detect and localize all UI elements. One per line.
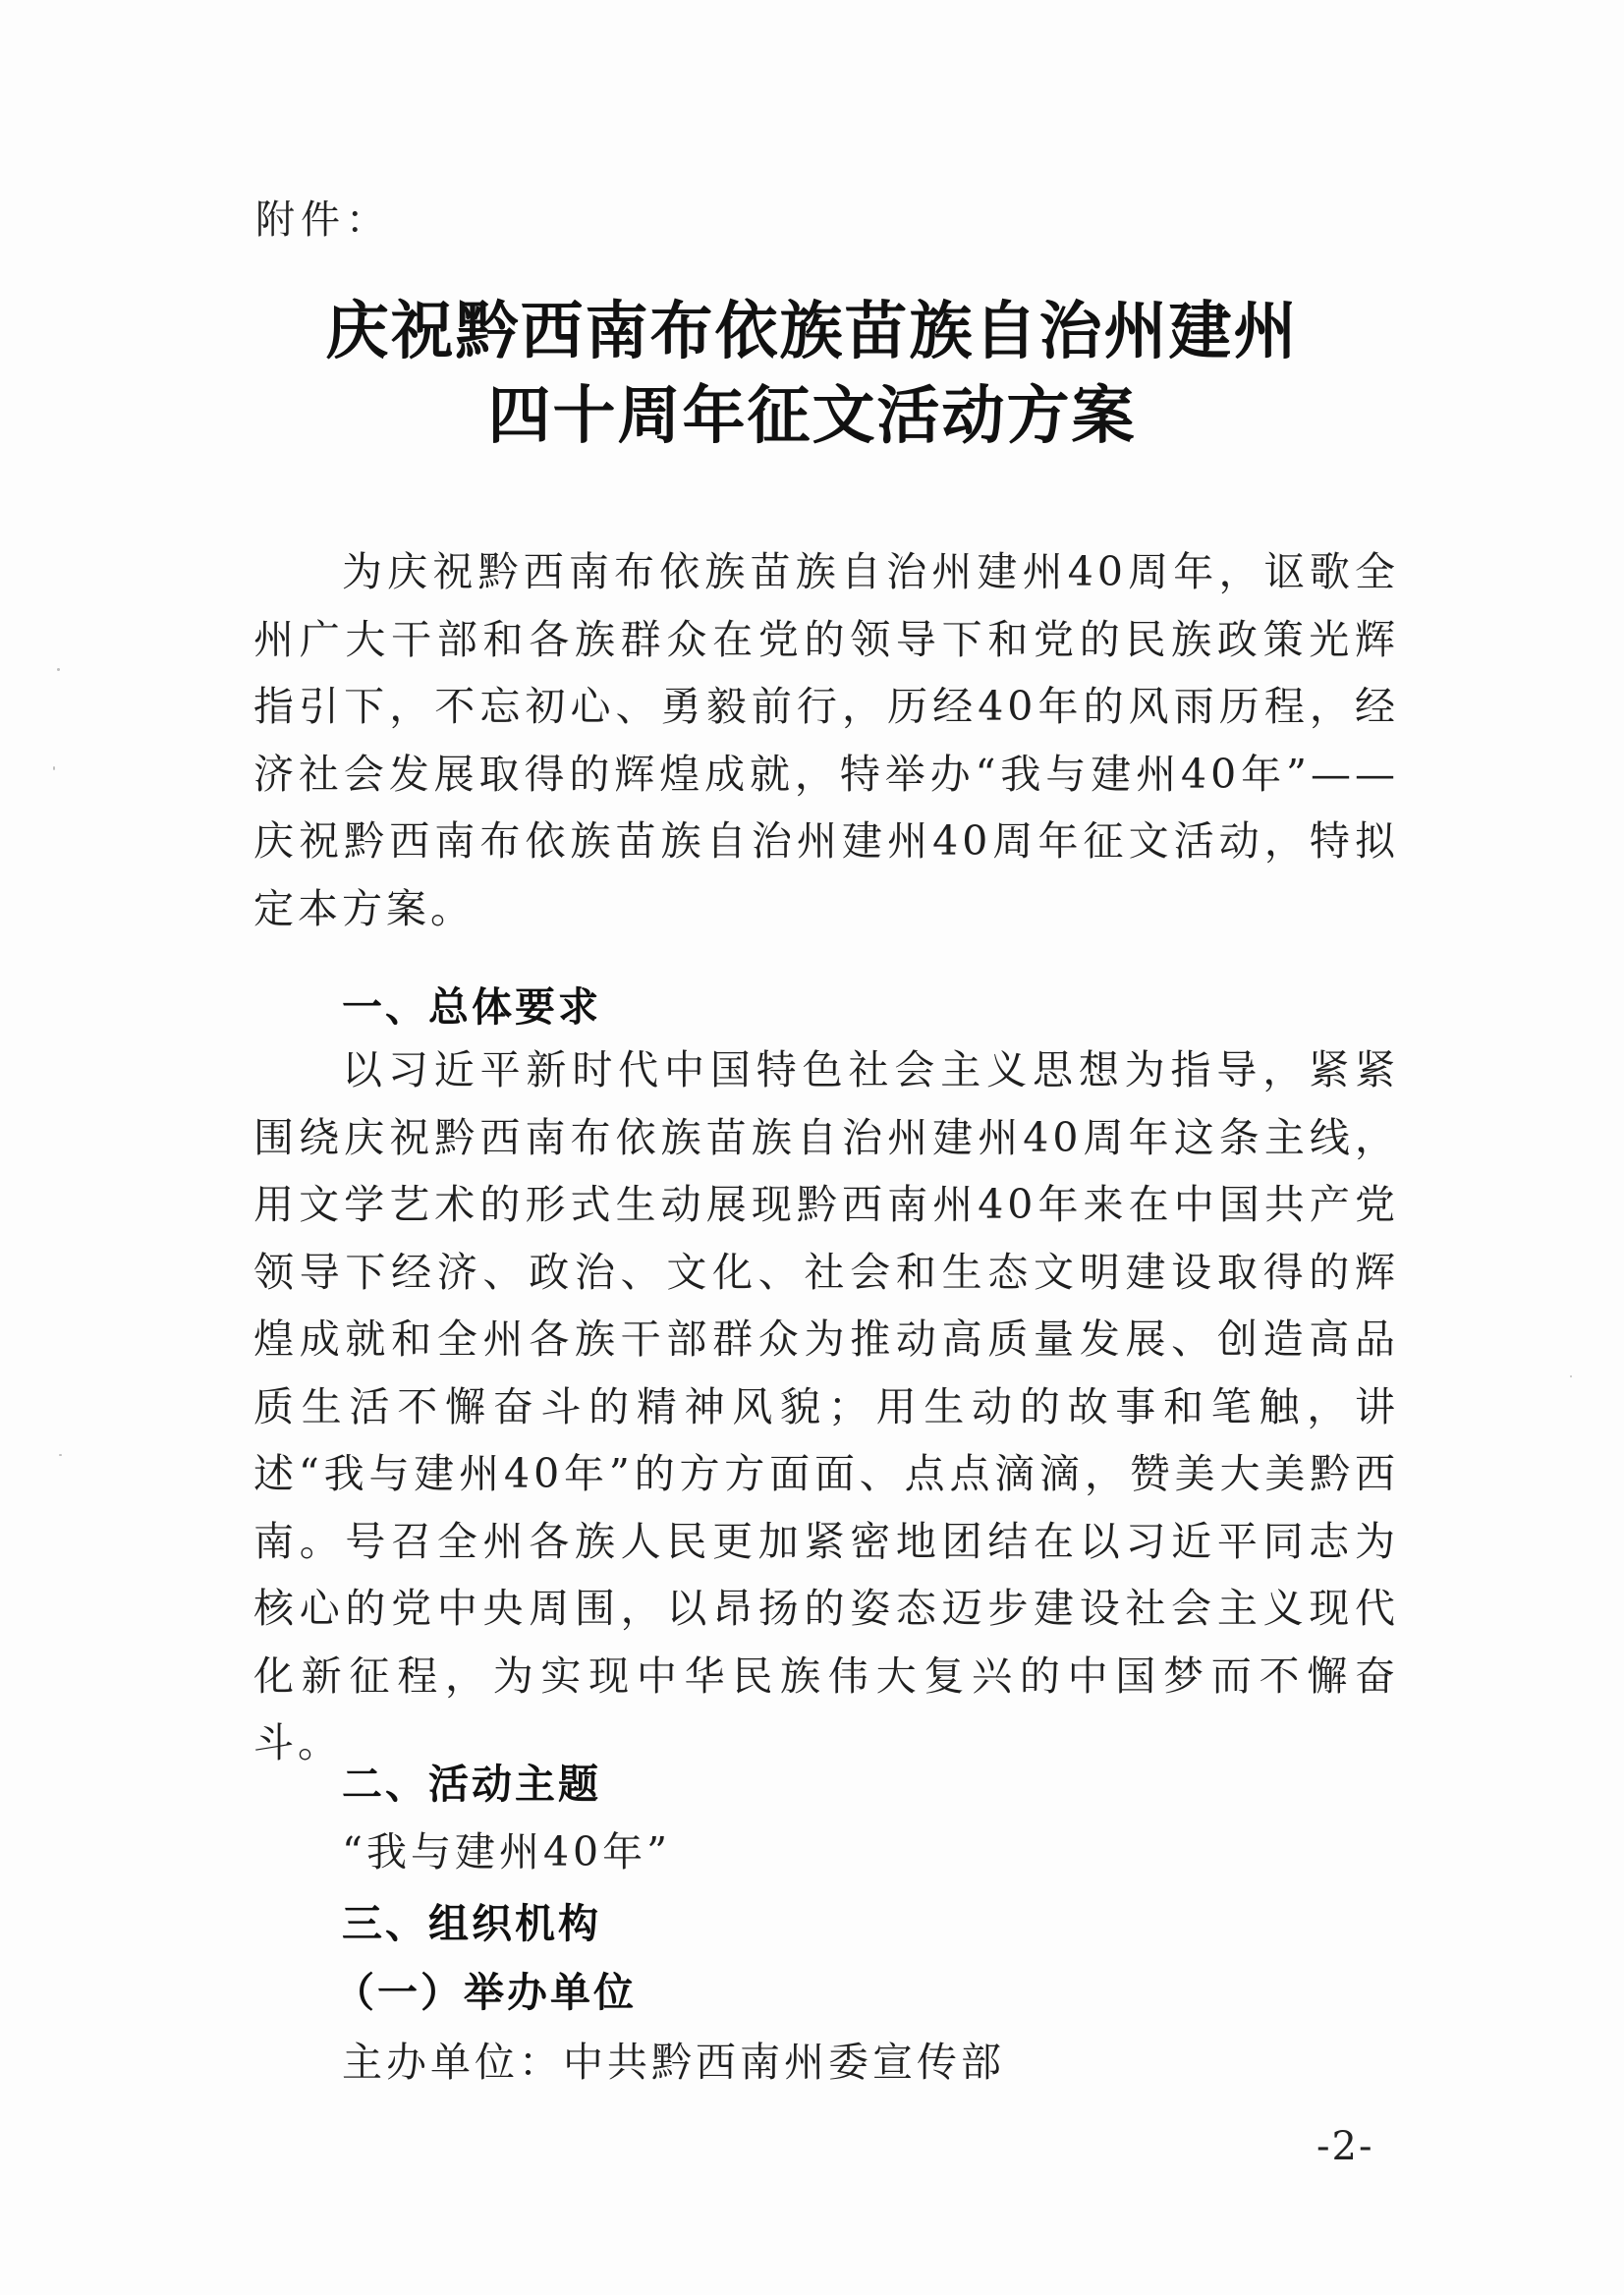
theme-text: “我与建州40年” [342,1828,672,1875]
section-heading-organization: 三、组织机构 [342,1900,601,1947]
general-requirements-paragraph: 以习近平新时代中国特色社会主义思想为指导，紧紧围绕庆祝黔西南布依族苗族自治州建州40周年这条主线，用文学艺术的形式生动展现黔西南州40年来在中国共产党领导下经济、政治、文化、社会和生态文明建设取得的辉煌成就和全州各族干部群众为推动高质量发展、创造高品质生活不懈奋斗的精神风貌；用生动的故事和笔触，讲述“我与建州40年”的方方面面、点点滴滴，赞美大美黔西南。号召全州各族人民更加紧密地团结在以习近平同志为核心的党中央周围，以昂扬的姿态迈步建设社会主义现代化新征程，为实现中华民族伟大复兴的中国梦而不懈奋斗。 [253,1046,1399,1766]
attachment-label: 附件： [255,197,391,243]
page-number: -2- [1316,2124,1374,2169]
scan-speck [59,1454,62,1456]
subsection-heading-hosts: （一）举办单位 [334,1969,637,2016]
document-title-line-2: 四十周年征文活动方案 [487,379,1137,453]
section-heading-general-requirements: 一、总体要求 [342,983,601,1031]
scan-speck [53,766,55,770]
scan-speck [1570,1375,1572,1377]
section-heading-theme: 二、活动主题 [342,1761,601,1808]
intro-paragraph: 为庆祝黔西南布依族苗族自治州建州40周年，讴歌全州广大干部和各族群众在党的领导下和党的民族政策光辉指引下，不忘初心、勇毅前行，历经40年的风雨历程，经济社会发展取得的辉煌成就，特举办“我与建州40年”——庆祝黔西南布依族苗族自治州建州40周年征文活动，特拟定本方案。 [253,548,1399,932]
document-title-line-1: 庆祝黔西南布依族苗族自治州建州 [325,295,1299,368]
host-unit-line: 主办单位：中共黔西南州委宣传部 [342,2039,1005,2086]
scan-speck [57,668,60,671]
